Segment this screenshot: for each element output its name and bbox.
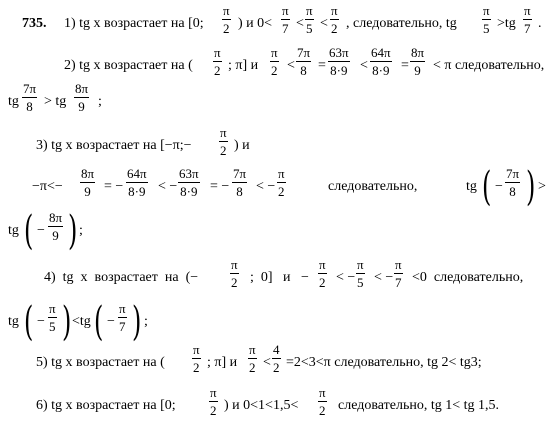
part-6-text-c: следовательно, tg 1< tg 1,5. xyxy=(338,398,499,413)
part-3-text-a: 3) tg x возрастает на [−π;− xyxy=(36,138,192,153)
left-paren: ( xyxy=(24,208,34,254)
part-4-text-a: 4) tg x возрастает на (− xyxy=(44,270,199,285)
part-3-text-l2c: < − xyxy=(158,179,178,194)
part-1-text-a: 1) tg x возрастает на [0; xyxy=(64,16,204,31)
fraction: π 7 xyxy=(282,3,289,36)
problem-number: 735. xyxy=(22,16,47,31)
fraction: π 2 xyxy=(319,257,326,290)
part-1-text-e: , следовательно, tg xyxy=(346,16,457,31)
part-3-text-l3a: tg xyxy=(8,223,19,238)
part-1-text-c: < xyxy=(296,16,304,31)
fraction: π 2 xyxy=(249,342,256,375)
part-3-text-l2g: tg xyxy=(466,179,477,194)
part-3-text-l2e: < − xyxy=(256,179,276,194)
fraction: π 7 xyxy=(524,3,531,36)
fraction: π 5 xyxy=(483,3,490,36)
part-4-text-l2d: − xyxy=(107,314,115,329)
fraction: π 7 xyxy=(395,257,402,290)
fraction: π 2 xyxy=(271,45,278,78)
part-4-text-l2e: ; xyxy=(144,314,148,329)
part-1-text-h: . xyxy=(538,16,542,31)
part-2-text-l2a: tg xyxy=(8,94,19,109)
part-5-text-b: ; π] и xyxy=(207,355,238,370)
fraction: 8π 9 xyxy=(49,210,63,243)
part-2-text-g: = xyxy=(401,58,409,73)
part-3-text-l2i: > xyxy=(538,179,546,194)
part-6 xyxy=(0,384,556,446)
fraction: π 5 xyxy=(357,257,364,290)
fraction: π 2 xyxy=(223,3,230,36)
fraction: 7π 8 xyxy=(297,45,311,78)
part-2-text-d: = xyxy=(318,58,326,73)
part-1-text-d: < xyxy=(320,16,328,31)
part-2-text-b: ; π] и xyxy=(228,58,259,73)
part-4-text-l2b: − xyxy=(37,314,45,329)
part-6-text-b: ) и 0<1<1,5< xyxy=(224,398,299,413)
fraction: π 5 xyxy=(306,3,313,36)
part-2-text-e: < xyxy=(360,58,368,73)
part-2-text-l2c: ; xyxy=(98,94,102,109)
part-4-text-b: ; 0] и − xyxy=(250,270,309,285)
part-5-text-a: 5) tg x возрастает на ( xyxy=(36,355,165,370)
left-paren: ( xyxy=(24,299,34,345)
fraction: 64π 8·9 xyxy=(371,45,391,78)
part-4-text-c: < − xyxy=(336,270,356,285)
fraction: π 2 xyxy=(214,45,221,78)
part-3-text-b: ) и xyxy=(234,138,250,153)
fraction: 7π 8 xyxy=(233,166,247,199)
right-paren: ) xyxy=(62,299,72,345)
fraction: π 2 xyxy=(319,385,326,418)
part-5-text-c: < xyxy=(263,355,271,370)
part-4-text-l2c: <tg xyxy=(72,314,91,329)
fraction: 7π 8 xyxy=(506,166,520,199)
part-1-text-b: ) и 0< xyxy=(238,16,273,31)
part-4-text-l2a: tg xyxy=(8,314,19,329)
part-3-text-l2d: = − xyxy=(210,179,230,194)
right-paren: ) xyxy=(526,164,536,210)
fraction: π 2 xyxy=(231,257,238,290)
fraction: 8π 9 xyxy=(75,81,89,114)
left-paren: ( xyxy=(94,299,104,345)
part-2-text-h: < π следовательно, xyxy=(433,58,545,73)
fraction: 8π 9 xyxy=(411,45,425,78)
part-3-text-l2h: − xyxy=(495,179,503,194)
fraction: 4 2 xyxy=(273,342,280,375)
fraction: π 2 xyxy=(220,125,227,158)
fraction: 63π 8·9 xyxy=(329,45,349,78)
fraction: π 2 xyxy=(331,3,338,36)
fraction: 7π 8 xyxy=(23,81,37,114)
left-paren: ( xyxy=(482,164,492,210)
fraction: 63π 8·9 xyxy=(179,166,199,199)
fraction: 64π 8·9 xyxy=(127,166,147,199)
fraction: π 2 xyxy=(210,385,217,418)
part-3-text-l3c: ; xyxy=(79,223,83,238)
fraction: π 5 xyxy=(49,301,56,334)
right-paren: ) xyxy=(68,208,78,254)
part-3-text-l2f: следовательно, xyxy=(328,179,418,194)
part-1-text-g: >tg xyxy=(497,16,516,31)
part-6-text-a: 6) tg x возрастает на [0; xyxy=(36,398,176,413)
part-2-text-c: < xyxy=(287,58,295,73)
fraction: π 2 xyxy=(193,342,200,375)
part-4-text-e: <0 следовательно, xyxy=(412,270,524,285)
fraction: 8π 9 xyxy=(81,166,95,199)
right-paren: ) xyxy=(132,299,142,345)
part-3-text-l2b: = − xyxy=(104,179,124,194)
part-2-text-l2b: > tg xyxy=(44,94,67,109)
part-3-text-l3b: − xyxy=(37,223,45,238)
fraction: π 7 xyxy=(119,301,126,334)
part-2-text-a: 2) tg x возрастает на ( xyxy=(64,58,193,73)
fraction: π 2 xyxy=(278,166,285,199)
part-5-text-d: =2<3<π следовательно, tg 2< tg3; xyxy=(286,355,482,370)
part-3-text-l2a: −π<− xyxy=(32,179,63,194)
part-4-text-d: < − xyxy=(374,270,394,285)
